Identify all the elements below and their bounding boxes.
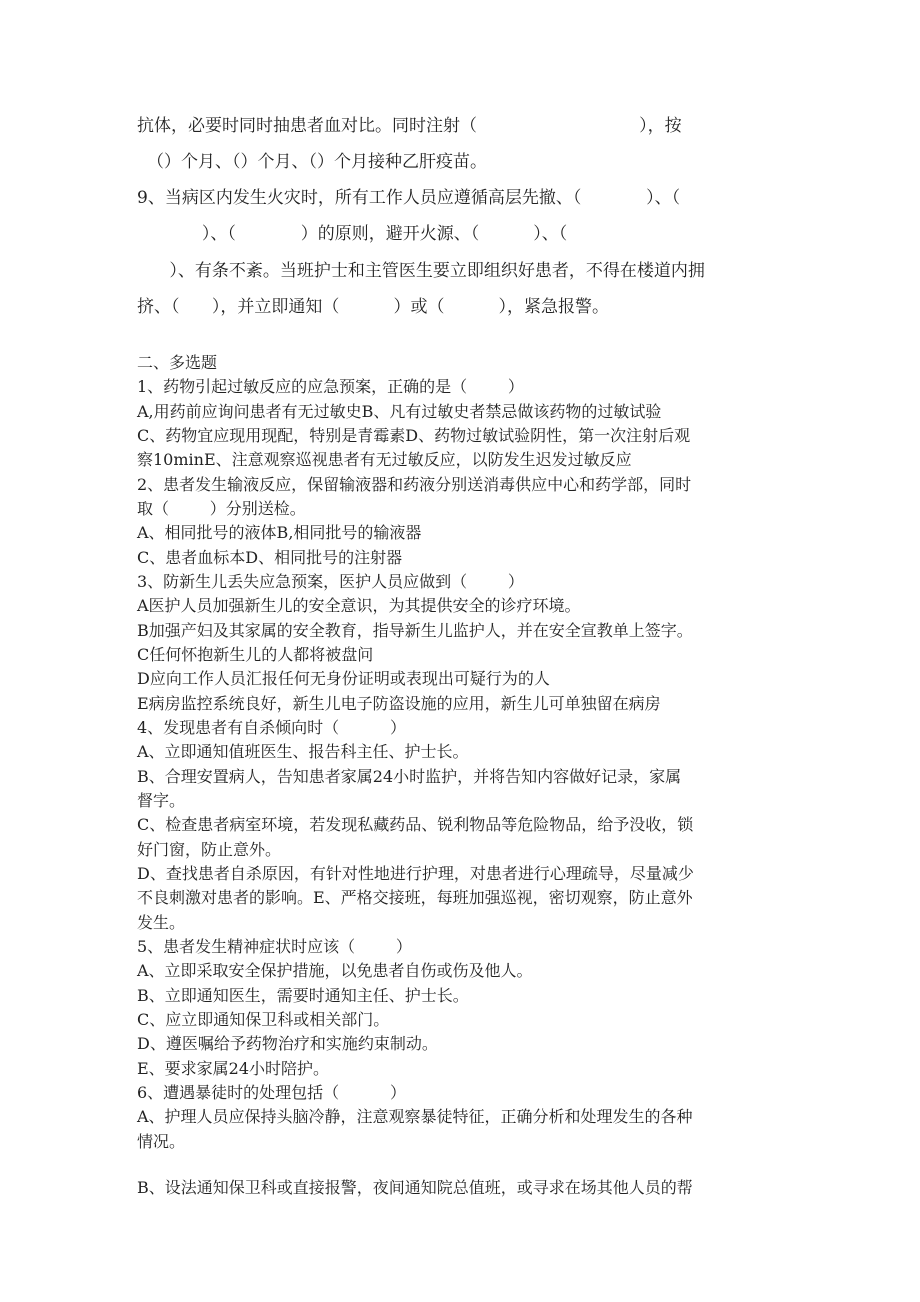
option-line: E、要求家属24小时陪护。: [137, 1059, 330, 1078]
fill-in-line-1: 抗体，必要时同时抽患者血对比。同时注射（ ），按: [137, 116, 682, 136]
option-line: 不良刺激对患者的影响。E、严格交接班，每班加强巡视，密切观察，防止意外: [137, 888, 693, 907]
fill-in-line-3: 9、当病区内发生火灾时，所有工作人员应遵循高层先撤、（ ）、（: [137, 188, 681, 208]
option-line: A医护人员加强新生儿的安全意识，为其提供安全的诊疗环境。: [137, 596, 581, 615]
question-line: 1、药物引起过敏反应的应急预案，正确的是（ ）: [137, 377, 524, 396]
fill-in-line-6: 挤、（ ），并立即通知（ ）或（ ），紧急报警。: [137, 297, 609, 317]
option-line: A、立即采取安全保护措施，以免患者自伤或伤及他人。: [137, 961, 533, 980]
option-line: B、合理安置病人，告知患者家属24小时监护，并将告知内容做好记录，家属: [137, 767, 682, 786]
option-line: A、相同批号的液体B,相同批号的输液器: [137, 523, 422, 542]
option-line: C任何怀抱新生儿的人都将被盘问: [137, 645, 374, 664]
question-line: 6、遭遇暴徒时的处理包括（ ）: [137, 1083, 407, 1102]
option-line: C、患者血标本D、相同批号的注射器: [137, 548, 403, 567]
fill-in-line-5: ）、有条不紊。当班护士和主管医生要立即组织好患者，不得在楼道内拥: [137, 261, 705, 281]
fill-in-line-2: （）个月、（）个月、（）个月接种乙肝疫苗。: [147, 152, 487, 172]
option-line: 督字。: [137, 791, 186, 810]
option-line: E病房监控系统良好，新生儿电子防盗设施的应用，新生儿可单独留在病房: [137, 694, 661, 713]
option-line: B、立即通知医生，需要时通知主任、护士长。: [137, 986, 469, 1005]
question-line: 4、发现患者有自杀倾向时（ ）: [137, 718, 407, 737]
question-line: 5、患者发生精神症状时应该（ ）: [137, 937, 412, 956]
option-line: B、设法通知保卫科或直接报警，夜间通知院总值班，或寻求在场其他人员的帮: [137, 1178, 693, 1197]
option-line: 好门窗，防止意外。: [137, 840, 282, 859]
question-line: 3、防新生儿丢失应急预案，医护人员应做到（ ）: [137, 572, 524, 591]
option-line: D应向工作人员汇报任何无身份证明或表现出可疑行为的人: [137, 669, 550, 688]
question-line: 2、患者发生输液反应，保留输液器和药液分别送消毒供应中心和药学部，同时: [137, 475, 692, 494]
option-line: 察10minE、注意观察巡视患者有无过敏反应，以防发生迟发过敏反应: [137, 450, 632, 469]
section-heading: 二、多选题: [137, 353, 218, 372]
option-line: D、查找患者自杀原因，有针对性地进行护理，对患者进行心理疏导，尽量减少: [137, 864, 694, 883]
option-line: 情况。: [137, 1132, 186, 1151]
question-line: 取（ ）分别送检。: [137, 499, 306, 518]
option-line: B加强产妇及其家属的安全教育，指导新生儿监护人，并在安全宣教单上签字。: [137, 621, 693, 640]
fill-in-line-4: ）、（ ）的原则，避开火源、（ ）、（: [137, 224, 568, 244]
option-line: A、护理人员应保持头脑冷静，注意观察暴徒特征，正确分析和处理发生的各种: [137, 1107, 693, 1126]
option-line: C、检查患者病室环境，若发现私藏药品、锐利物品等危险物品，给予没收，锁: [137, 815, 694, 834]
option-line: D、遵医嘱给予药物治疗和实施约束制动。: [137, 1034, 438, 1053]
option-line: C、药物宜应现用现配，特别是青霉素D、药物过敏试验阴性，第一次注射后观: [137, 426, 691, 445]
option-line: A,用药前应询问患者有无过敏史B、凡有过敏史者禁忌做该药物的过敏试验: [137, 402, 662, 421]
option-line: C、应立即通知保卫科或相关部门。: [137, 1010, 390, 1029]
option-line: 发生。: [137, 913, 186, 932]
option-line: A、立即通知值班医生、报告科主任、护士长。: [137, 742, 469, 761]
